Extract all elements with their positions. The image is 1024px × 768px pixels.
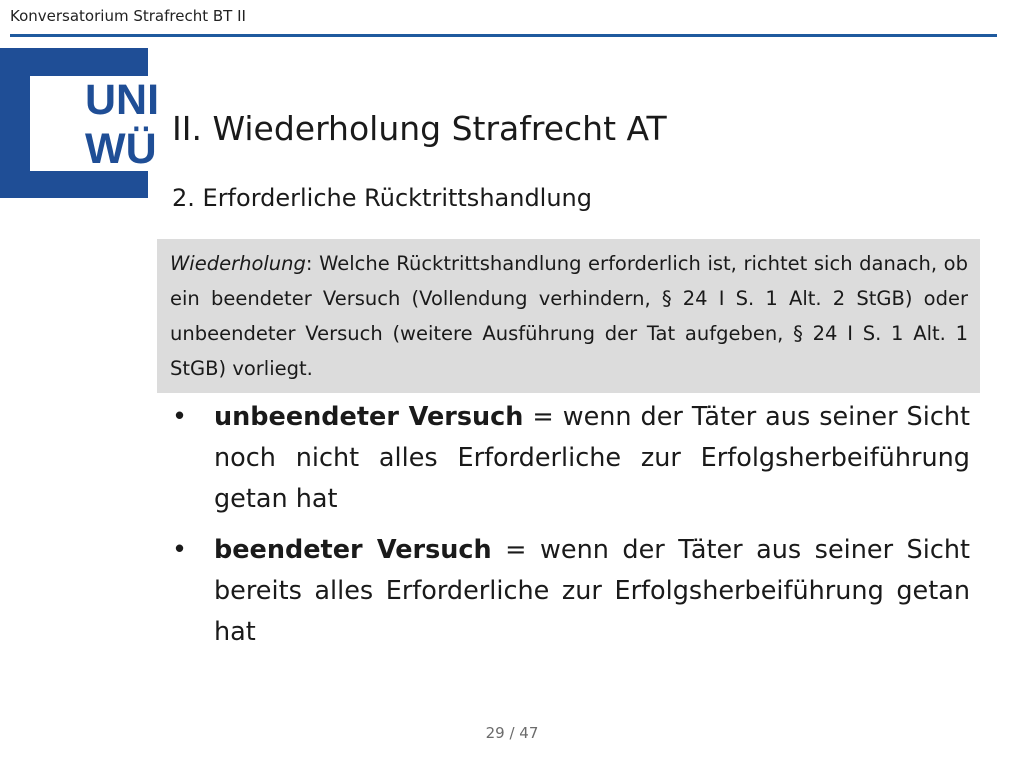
page-number: 29 / 47 [485,724,539,742]
review-box [157,239,980,393]
slide-title: II. Wiederholung Strafrecht AT [172,109,667,148]
bullet-marker: • [172,402,188,432]
bullet-term: beendeter Versuch [214,535,492,565]
uni-wuerzburg-logo [0,48,160,198]
lecture-title: Konversatorium Strafrecht BT II [10,7,246,25]
review-label: Wiederholung [170,252,306,275]
bullet-marker: • [172,535,188,565]
list-item [172,530,970,653]
bullet-term: unbeendeter Versuch [214,402,524,432]
slide-subtitle: 2. Erforderliche Rücktrittshandlung [172,184,592,212]
logo-text-wue: WÜ [85,125,157,173]
bullet-definition: = wenn der Täter aus seiner Sicht noch nicht alles Erforderliche zur Erfolgsherbeiführung getan hat [214,402,970,514]
bullet-definition: = wenn der Täter aus seiner Sicht bereits alles Erforderliche zur Erfolgsherbeiführung getan hat [214,535,971,647]
definition-list [172,397,970,663]
review-text: : Welche Rücktrittshandlung erforderlich ist, richtet sich danach, ob ein beendeter Versuch (Vollendung verhindern, § 24 I S. 1 Alt. 2 StGB) oder unbeendeter Versuch (weitere Ausführung der Tat aufgeben, § 24 I S. 1 Alt. 1 StGB) vorliegt. [170,252,968,380]
header-divider [10,34,997,37]
list-item [172,397,970,520]
logo-text-uni: UNI [85,76,160,124]
